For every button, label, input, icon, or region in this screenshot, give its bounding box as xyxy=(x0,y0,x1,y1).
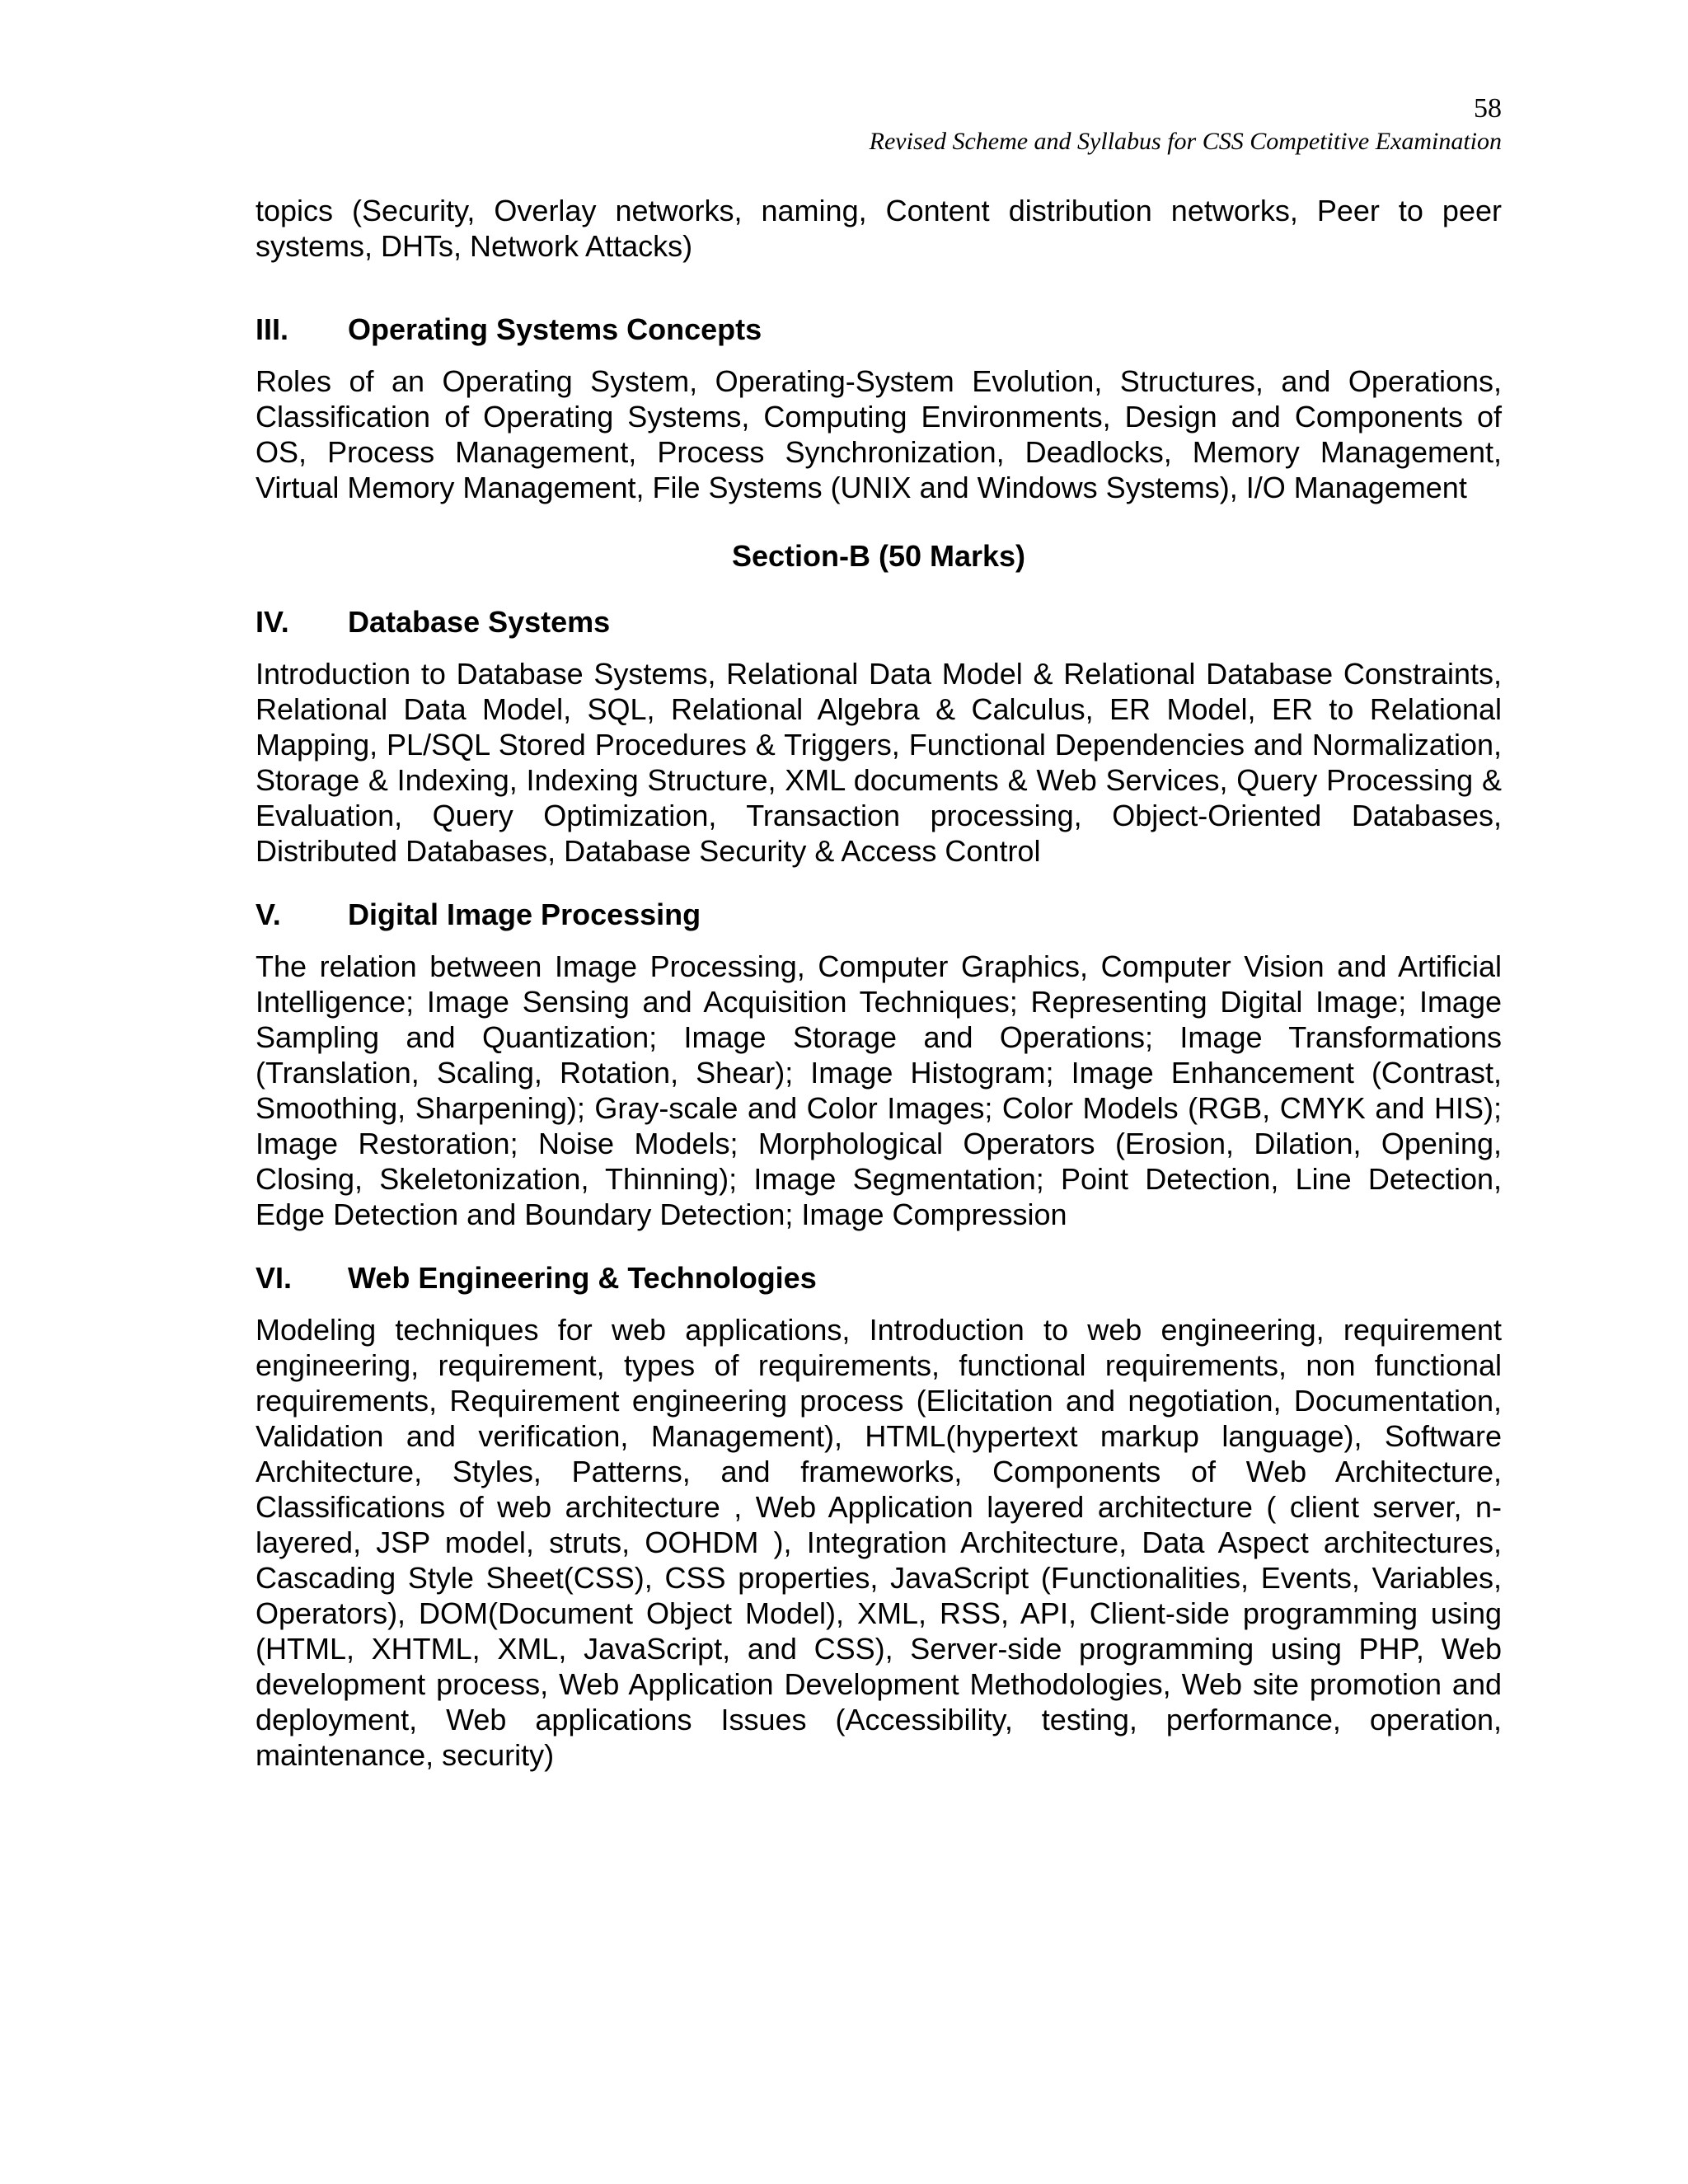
page-number: 58 xyxy=(1474,93,1502,124)
heading-web-engineering xyxy=(256,1260,817,1296)
heading-number: V. xyxy=(256,898,281,931)
heading-digital-image-processing xyxy=(256,897,701,932)
section-b-title: Section-B (50 Marks) xyxy=(731,539,1026,573)
heading-number: IV. xyxy=(256,605,289,639)
paragraph-operating-systems: Roles of an Operating System, Operating-System Evolution, Structures, and Operations, Classification of Operating Systems, Computing Environments, Design and Components of OS, Process Management, Process Synchronization, Deadlocks, Memory Management, Virtual Memory Management, File Systems (UNIX and Windows Systems), I/O Management xyxy=(256,364,1502,504)
paragraph-database-systems: Introduction to Database Systems, Relational Data Model & Relational Database Constraints, Relational Data Model, SQL, Relational Algebra & Calculus, ER Model, ER to Relational Mapping, PL/SQL Stored Procedures & Triggers, Functional Dependencies and Normalization, Storage & Indexing, Indexing Structure, XML documents & Web Services, Query Processing & Evaluation, Query Optimization, Transaction processing, Object-Oriented Databases, Distributed Databases, Database Security & Access Control xyxy=(256,657,1502,868)
heading-database-systems xyxy=(256,604,610,640)
heading-operating-systems xyxy=(256,312,762,347)
heading-number: VI. xyxy=(256,1261,293,1295)
heading-title: Digital Image Processing xyxy=(348,898,701,931)
heading-number: III. xyxy=(256,312,289,346)
heading-title: Web Engineering & Technologies xyxy=(348,1261,817,1295)
paragraph-web-engineering: Modeling techniques for web applications, Introduction to web engineering, requirement engineering, requirement, types of requirements, functional requirements, non functional requirements, Requirement engineering process (Elicitation and negotiation, Documentation, Validation and verification, Management), HTML(hypertext markup language), Software Architecture, Styles, Patterns, and frameworks, Components of Web Architecture, Classifications of web architecture , Web Application layered architecture ( client server, n- layered, JSP model, struts, OOHDM ), Integration Architecture, Data Aspect architectures, Cascading Style Sheet(CSS), CSS properties, JavaScript (Functionalities, Events, Variables, Operators), DOM(Document Object Model), XML, RSS, API, Client-side programming using (HTML, XHTML, XML, JavaScript, and CSS), Server-side programming using PHP, Web development process, Web Application Development Methodologies, Web site promotion and deployment, Web applications Issues (Accessibility, testing, performance, operation, maintenance, security) xyxy=(256,1313,1502,1772)
running-header: Revised Scheme and Syllabus for CSS Competitive Examination xyxy=(869,128,1502,155)
paragraph-digital-image-processing: The relation between Image Processing, Computer Graphics, Computer Vision and Artificial Intelligence; Image Sensing and Acquisition Techniques; Representing Digital Image; Image Sampling and Quantization; Image Storage and Operations; Image Transformations (Translation, Scaling, Rotation, Shear); Image Histogram; Image Enhancement (Contrast, Smoothing, Sharpening); Gray-scale and Color Images; Color Models (RGB, CMYK and HIS); Image Restoration; Noise Models; Morphological Operators (Erosion, Dilation, Opening, Closing, Skeletonization, Thinning); Image Segmentation; Point Detection, Line Detection, Edge Detection and Boundary Detection; Image Compression xyxy=(256,949,1502,1231)
heading-title: Operating Systems Concepts xyxy=(348,312,762,346)
heading-title: Database Systems xyxy=(348,605,611,639)
intro-paragraph: topics (Security, Overlay networks, naming, Content distribution networks, Peer to peer systems, DHTs, Network Attacks) xyxy=(256,194,1502,263)
